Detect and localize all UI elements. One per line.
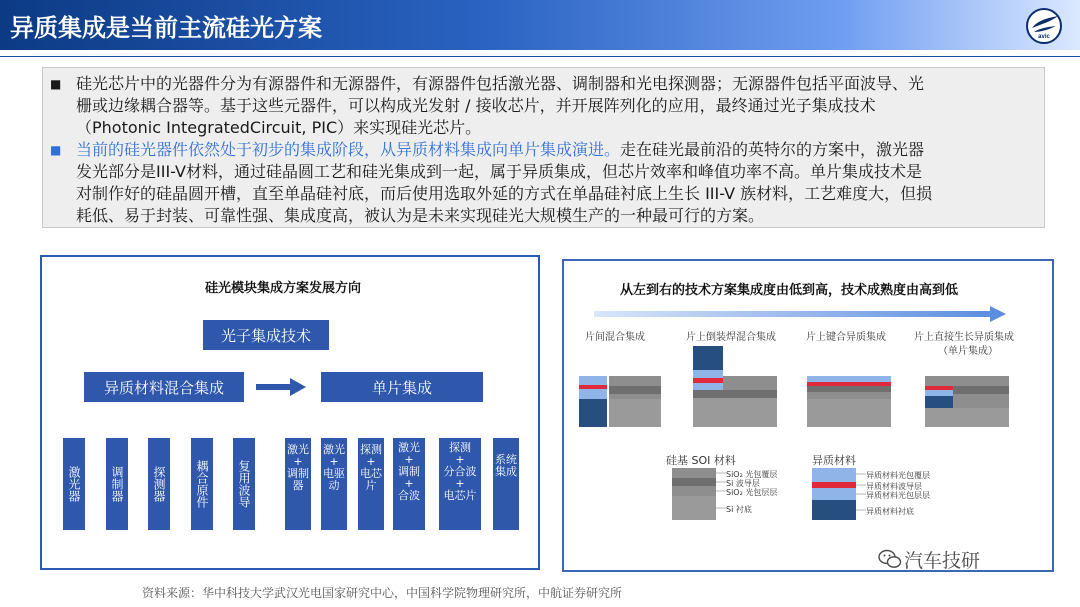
mono-item-laser-mod-mux (393, 438, 425, 530)
hetero-layer-label: 异质材料光包覆层 (866, 471, 930, 480)
layer-stacks-diagram (579, 346, 1039, 450)
mono-item-text: 调制器 (287, 467, 309, 492)
mono-item-text: 探测 (449, 441, 471, 454)
paragraph-1-line-1: 硅光芯片中的光器件分为有源器件和无源器件，有源器件包括激光器、调制器和光电探测器；无源器件包括平面波导、光 (76, 74, 925, 93)
paragraph-2-line-2: 发光部分是III-V材料，通过硅晶圆工艺和硅光集成到一起，属于异质集成，但芯片效率和峰值功率不高。单片集成技术是 (76, 162, 922, 181)
paragraph-2 (50, 139, 1036, 227)
soi-layer-label: Si 衬底 (726, 505, 752, 514)
mono-item-detector-chip (358, 438, 384, 530)
photonic-integration-box: 光子集成技术 (203, 320, 329, 350)
mono-item-text: 激光 (287, 443, 309, 456)
paragraph-2-line-4: 耗低、易于封装、可靠性强、集成度高，被认为是未来实现硅光大规模生产的一种最可行的方案。 (76, 206, 765, 225)
source-note: 资料来源：华中科技大学武汉光电国家研究中心，中国科学院物理研究所，中航证券研究所 (142, 586, 623, 600)
mono-item-text: + (404, 453, 414, 466)
svg-text:avic: avic (1038, 34, 1050, 40)
page-title: 异质集成是当前主流硅光方案 (10, 14, 322, 42)
mono-item-text: 集成 (495, 465, 517, 478)
scheme-label-flipchip: 片上倒装焊混合集成 (686, 332, 776, 343)
mono-item-text: 激光 (398, 441, 420, 454)
wechat-icon (878, 548, 902, 574)
header-divider (0, 56, 1080, 57)
mono-item-text: 电芯片 (360, 467, 382, 492)
paragraph-1-line-2: 栅或边缘耦合器等。基于这些元器件，可以构成光发射 / 接收芯片，并开展阵列化的应用，最终通过光子集成技术 (76, 96, 876, 115)
soi-material-title: 硅基 SOI 材料 (666, 454, 736, 467)
paragraph-2-line-3: 对制作好的硅晶圆开槽，直至单晶硅衬底，而后使用选取外延的方式在单晶硅衬底上生长 III-V 族材料，工艺难度大，但损 (76, 184, 933, 203)
paragraph-1-line-3: （Photonic IntegratedCircuit, PIC）来实现硅光芯片。 (76, 118, 482, 137)
mono-item-text: + (293, 455, 303, 468)
roadmap-title: 硅光模块集成方案发展方向 (205, 281, 362, 296)
mono-item-laser-modulator (285, 438, 311, 530)
mono-item-text: + (455, 453, 465, 466)
hetero-integration-box: 异质材料混合集成 (84, 372, 244, 402)
bullet-square-icon: ■ (50, 77, 62, 91)
mono-item-laser-driver (321, 438, 347, 530)
arrow-right-icon (256, 378, 306, 400)
paragraph-2-line-1 (56, 139, 1036, 161)
mono-item-text: 系统 (495, 453, 517, 466)
hetero-item-coupler: 耦合原件 (191, 438, 213, 530)
soi-stack-diagram (672, 468, 732, 526)
hetero-layer-label: 异质材料波导层 (866, 482, 922, 491)
paragraph-2-highlight: 当前的硅光器件依然处于初步的集成阶段，从异质材料集成向单片集成演进。 (76, 140, 621, 159)
paragraph-1 (50, 73, 1036, 139)
mono-item-text: 电驱动 (323, 467, 345, 492)
scheme-label-interchip: 片间混合集成 (585, 332, 645, 343)
watermark-text: 汽车技研 (904, 550, 981, 572)
mono-item-text: 激光 (323, 443, 345, 456)
mono-item-text: + (455, 477, 465, 490)
soi-layer-label: SiO₂ 光包层层 (726, 488, 778, 497)
hetero-stack-diagram (812, 468, 872, 526)
mono-item-system-integration (493, 438, 519, 530)
mono-item-text: 分合波 (443, 465, 477, 478)
mono-item-text: 探测 (360, 443, 382, 456)
mono-item-text: 合波 (398, 489, 420, 502)
gradient-arrow-icon (594, 306, 1006, 326)
brand-logo-icon (1026, 8, 1062, 44)
hetero-layer-label: 异质材料衬底 (866, 507, 914, 516)
scheme-label-bonding: 片上键合异质集成 (806, 332, 886, 343)
schemes-title: 从左到右的技术方案集成度由低到高，技术成熟度由高到低 (620, 283, 959, 298)
hetero-material-title: 异质材料 (812, 454, 856, 467)
mono-item-detector-demux-chip (439, 438, 481, 530)
soi-layer-label: Si 波导层 (726, 479, 760, 488)
hetero-layer-label: 异质材料光包层层 (866, 491, 930, 500)
monolithic-integration-box: 单片集成 (321, 372, 483, 402)
mono-item-text: 电芯片 (443, 489, 477, 502)
hetero-item-detector: 探测器 (148, 438, 170, 530)
hetero-item-laser: 激光器 (63, 438, 85, 530)
mono-item-text: + (366, 455, 376, 468)
soi-layer-label: SiO₂ 光包覆层 (726, 470, 778, 479)
scheme-label-direct-growth: 片上直接生长异质集成 (914, 332, 1014, 343)
hetero-item-mux-waveguide: 复用波导 (233, 438, 255, 530)
paragraph-2-line-1-rest: 走在硅光最前沿的英特尔的方案中，激光器 (620, 140, 925, 159)
mono-item-text: + (329, 455, 339, 468)
bullet-square-icon: ■ (50, 143, 62, 157)
mono-item-text: + (404, 477, 414, 490)
scheme-label-monolithic-note: （单片集成） (938, 346, 998, 357)
mono-item-text: 调制 (398, 465, 420, 478)
hetero-item-modulator: 调制器 (106, 438, 128, 530)
